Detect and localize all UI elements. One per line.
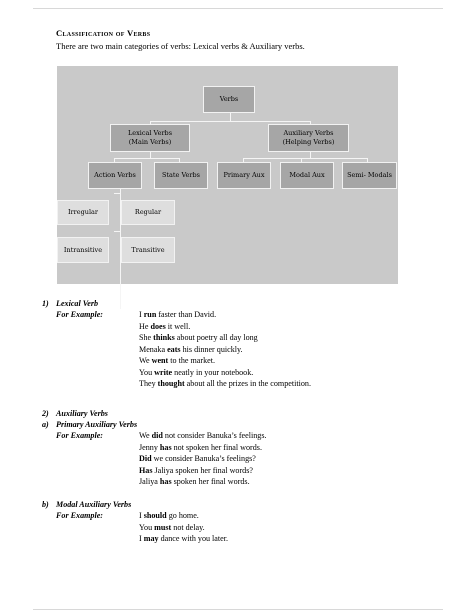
verb-highlight: thinks bbox=[153, 333, 175, 342]
state-verbs-node: State Verbs bbox=[154, 162, 208, 189]
connector-line bbox=[114, 231, 121, 232]
verb-highlight: should bbox=[143, 511, 167, 520]
example-sentence: Jaliya has spoken her final words. bbox=[139, 477, 250, 486]
section-3-example-label: For Example: bbox=[56, 511, 103, 520]
example-sentence: We went to the market. bbox=[139, 356, 215, 365]
example-sentence: I should go home. bbox=[139, 511, 199, 520]
intro-paragraph: There are two main categories of verbs: Lexical verbs & Auxiliary verbs. bbox=[56, 41, 305, 51]
example-sentence: Has Jaliya spoken her final words? bbox=[139, 465, 253, 475]
transitive-node: Transitive bbox=[121, 237, 175, 263]
verb-highlight: Has bbox=[139, 465, 153, 475]
auxiliary-verbs-label: Auxiliary Verbs bbox=[283, 129, 334, 137]
verb-highlight: run bbox=[143, 310, 157, 319]
connector-line bbox=[114, 158, 180, 159]
verb-highlight: does bbox=[150, 321, 166, 331]
document-title: Classification of Verbs bbox=[56, 28, 151, 38]
section-1-examples bbox=[139, 309, 311, 390]
section-1-heading: Lexical Verb bbox=[56, 299, 99, 308]
connector-line bbox=[230, 113, 231, 121]
auxiliary-verbs-node bbox=[268, 124, 349, 152]
section-1-number: 1) bbox=[42, 299, 49, 308]
verb-highlight: may bbox=[143, 534, 159, 543]
example-sentence: I may dance with you later. bbox=[139, 534, 229, 543]
example-sentence: They thought about all the prizes in the competition. bbox=[139, 379, 311, 388]
example-sentence: I run faster than David. bbox=[139, 310, 217, 319]
primary-aux-node: Primary Aux bbox=[217, 162, 271, 189]
section-3-number: b) bbox=[42, 500, 49, 509]
irregular-node: Irregular bbox=[57, 200, 109, 225]
section-2-number: 2) bbox=[42, 409, 49, 418]
action-verbs-node: Action Verbs bbox=[88, 162, 142, 189]
example-sentence: Jenny has not spoken her final words. bbox=[139, 442, 262, 452]
verbs-node: Verbs bbox=[203, 86, 255, 113]
verb-highlight: eats bbox=[167, 344, 181, 354]
section-2-examples bbox=[139, 430, 267, 488]
section-2a-heading: Primary Auxiliary Verbs bbox=[56, 420, 138, 429]
regular-node: Regular bbox=[121, 200, 175, 225]
verb-highlight: Did bbox=[139, 454, 152, 463]
section-2a-number: a) bbox=[42, 420, 49, 429]
verb-highlight: did bbox=[151, 431, 163, 440]
modal-aux-node: Modal Aux bbox=[280, 162, 334, 189]
intransitive-node: Intransitive bbox=[57, 237, 109, 263]
section-1-example-label: For Example: bbox=[56, 310, 103, 319]
example-sentence: Menaka eats his dinner quickly. bbox=[139, 344, 243, 354]
example-sentence: We did not consider Banuka’s feelings. bbox=[139, 431, 267, 440]
connector-line bbox=[243, 158, 368, 159]
verb-highlight: must bbox=[154, 522, 172, 532]
connector-line bbox=[114, 193, 121, 194]
example-sentence: She thinks about poetry all day long bbox=[139, 333, 258, 342]
verb-highlight: went bbox=[151, 356, 169, 365]
example-sentence: You must not delay. bbox=[139, 522, 205, 532]
verb-classification-diagram bbox=[57, 66, 398, 284]
verb-highlight: has bbox=[159, 442, 172, 452]
helping-verbs-label: (Helping Verbs) bbox=[282, 138, 335, 146]
lexical-verbs-label: Lexical Verbs bbox=[127, 129, 173, 137]
example-sentence: He does it well. bbox=[139, 321, 191, 331]
lexical-verbs-node bbox=[110, 124, 190, 152]
semi-modals-node: Semi- Modals bbox=[342, 162, 397, 189]
verb-highlight: thought bbox=[157, 379, 185, 388]
section-3-examples bbox=[139, 510, 228, 545]
section-3-heading: Modal Auxiliary Verbs bbox=[56, 500, 132, 509]
section-2-example-label: For Example: bbox=[56, 431, 103, 440]
verb-highlight: has bbox=[159, 477, 172, 486]
example-sentence: Did we consider Banuka’s feelings? bbox=[139, 454, 256, 463]
verb-highlight: write bbox=[154, 367, 173, 377]
example-sentence: You write neatly in your notebook. bbox=[139, 367, 254, 377]
main-verbs-label: (Main Verbs) bbox=[128, 138, 172, 146]
connector-line bbox=[150, 121, 311, 122]
section-2-heading: Auxiliary Verbs bbox=[56, 409, 108, 418]
